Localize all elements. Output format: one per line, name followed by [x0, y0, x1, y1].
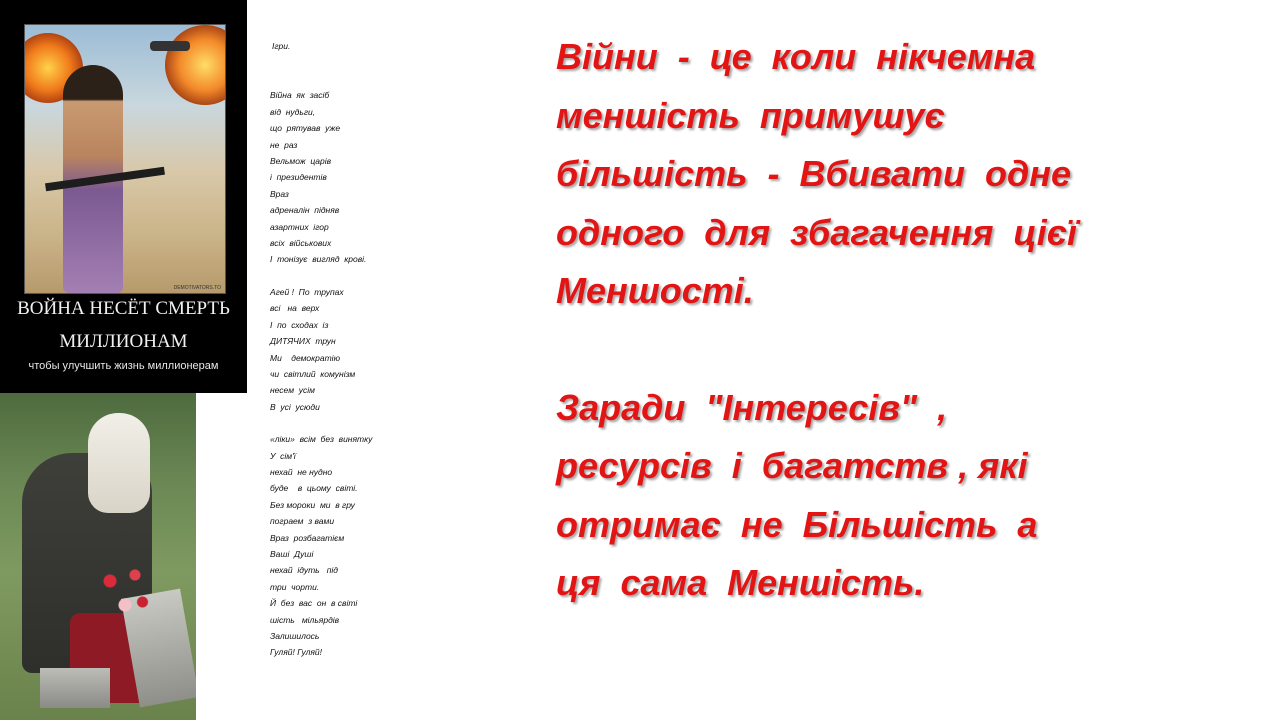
poem-line: від нудьги, — [270, 106, 316, 117]
poem-line: погрaем з вами — [270, 516, 335, 527]
poem-line: Війна як засіб — [270, 90, 330, 101]
statement-paragraph-2 — [556, 379, 1176, 613]
war-poster — [0, 0, 247, 393]
poem-line: ДИТЯЧИХ трун — [270, 336, 336, 347]
poem-line: Агей ! По трупах — [270, 286, 344, 297]
poem-line: Вельмож царів — [270, 156, 332, 167]
poem-line: Гуляй! Гуляй! — [270, 647, 323, 658]
poem-line: несем усім — [270, 385, 315, 396]
statement-line: ресурсів і багатств , які — [556, 445, 1028, 486]
poem-line: І тонізує вигляд крові. — [270, 254, 367, 265]
poem-line: що рятував уже — [270, 123, 341, 134]
poem-line: не раз — [270, 139, 298, 150]
photo-gravestone — [40, 668, 110, 708]
poem-line: і президентів — [270, 172, 327, 183]
poem-line: Враз — [270, 188, 289, 199]
poem-stanza — [270, 284, 500, 415]
explosion-graphic — [165, 25, 226, 105]
poem-line: всіх військових — [270, 238, 332, 249]
statement-line: меншість примушує — [556, 94, 945, 136]
poem-line: Ваші Душі — [270, 548, 314, 559]
poem-line: адреналін підняв — [270, 205, 340, 216]
poster-image — [24, 24, 226, 294]
statement-line: Меншості. — [556, 270, 754, 311]
poem-stanza — [270, 87, 500, 267]
poster-title-line2: МИЛЛИОНАМ — [59, 331, 188, 352]
poem-line: чи світлий комунізм — [270, 368, 356, 379]
poem-line: І по сходах із — [270, 319, 329, 330]
statement-line: отримає не Більшість а — [556, 503, 1038, 545]
poem-line: Враз розбагатієм — [270, 532, 345, 543]
poem-line: всі на верх — [270, 303, 320, 314]
poem-line: азартних ігор — [270, 221, 329, 232]
statement-line: Заради "Інтересів" , — [556, 386, 948, 428]
statement-line: ця сама Меншість. — [556, 562, 925, 603]
statement-line: одного для збагачення цієї — [556, 211, 1077, 253]
poem-line: шість мільярдів — [270, 614, 340, 625]
helicopter-graphic — [150, 41, 190, 51]
statement-line: більшість - Вбивати одне — [556, 153, 1072, 194]
mourning-woman-photo — [0, 393, 196, 720]
poem-line: У сім'ї — [270, 450, 296, 461]
poster-title-line1: ВОЙНА НЕСЁТ СМЕРТЬ — [17, 298, 230, 319]
poster-watermark: DEMOTIVATORS.TO — [173, 285, 221, 291]
main-statement — [556, 28, 1176, 613]
poem-line: Без мороки ми в гру — [270, 499, 355, 510]
poem-line: нехай ідуть під — [270, 565, 339, 576]
poem-line: Ми демократію — [270, 352, 340, 363]
poem-stanza — [270, 431, 500, 661]
poem-line: три чорти. — [270, 581, 320, 592]
poem-line: Й без вас он в світі — [270, 598, 358, 609]
poster-subtitle: чтобы улучшить жизнь миллионерам — [28, 360, 219, 372]
photo-headscarf — [88, 413, 150, 513]
poem-line: нехай не нудно — [270, 466, 333, 477]
statement-line: Війни - це коли нікчемна — [556, 36, 1036, 77]
statement-paragraph-1 — [556, 28, 1176, 321]
poem-line: В усі усюди — [270, 401, 320, 412]
poem — [270, 38, 500, 677]
poem-line: буде в цьому світі. — [270, 483, 358, 494]
poem-line: «ліки» всім без винятку — [270, 434, 373, 445]
poem-line: Залишилось — [270, 631, 320, 641]
photo-flowers — [100, 563, 150, 623]
poem-title: Ігри. — [272, 41, 291, 51]
